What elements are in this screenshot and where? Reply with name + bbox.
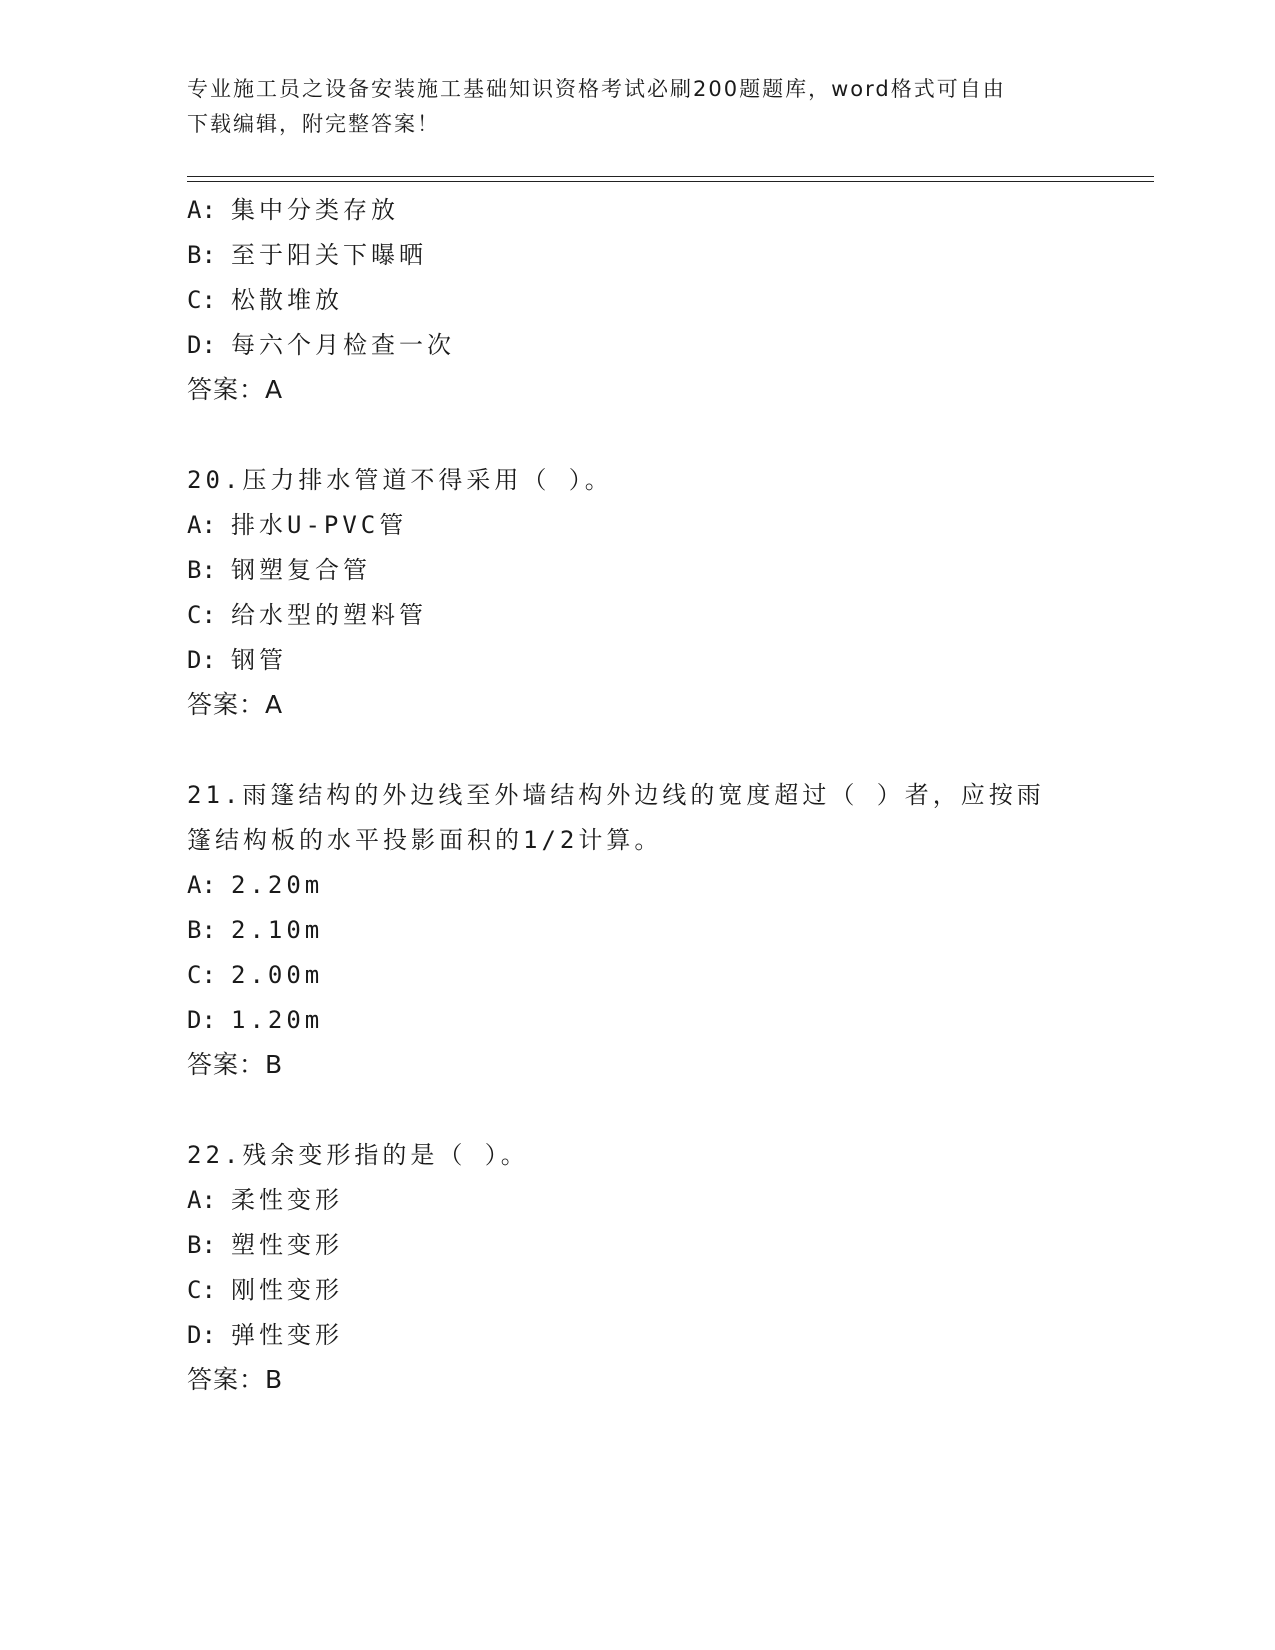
header-line-1: 专业施工员之设备安装施工基础知识资格考试必刷200题题库，word格式可自由	[187, 77, 1006, 101]
option-text: 塑性变形	[231, 1231, 343, 1259]
answer-line: 答案：B	[187, 1365, 284, 1394]
option-b	[187, 555, 371, 585]
option-text: 柔性变形	[231, 1186, 343, 1214]
option-text: 至于阳关下曝晒	[231, 241, 427, 269]
option-text: 刚性变形	[231, 1276, 343, 1304]
option-prefix: D:	[187, 1006, 216, 1034]
option-c	[187, 960, 323, 990]
option-prefix: B:	[187, 241, 216, 269]
option-d	[187, 645, 287, 675]
question-21-line-1: 21.雨篷结构的外边线至外墙结构外边线的宽度超过（ ）者，应按雨	[187, 781, 1045, 809]
option-text: 松散堆放	[231, 286, 343, 314]
option-prefix: C:	[187, 1276, 216, 1304]
option-c	[187, 285, 343, 315]
option-d	[187, 330, 455, 360]
question-22: 22.残余变形指的是（ ）。	[187, 1141, 529, 1169]
option-c	[187, 1275, 343, 1305]
option-text: 集中分类存放	[231, 196, 399, 224]
option-d	[187, 1320, 343, 1350]
option-b	[187, 240, 427, 270]
option-prefix: C:	[187, 286, 216, 314]
option-prefix: B:	[187, 556, 216, 584]
header-rule-top	[187, 176, 1154, 177]
header-rule-bottom	[187, 181, 1154, 182]
option-text: 给水型的塑料管	[231, 601, 427, 629]
option-c	[187, 600, 427, 630]
question-21-line-2: 篷结构板的水平投影面积的1/2计算。	[187, 826, 663, 854]
option-prefix: A:	[187, 196, 216, 224]
option-prefix: C:	[187, 961, 216, 989]
answer-line: 答案：A	[187, 690, 284, 719]
header-line-2: 下载编辑，附完整答案！	[187, 112, 440, 136]
option-prefix: D:	[187, 1321, 216, 1349]
option-b	[187, 1230, 343, 1260]
option-a	[187, 195, 399, 225]
option-text: 2.10m	[231, 916, 324, 944]
option-a	[187, 1185, 343, 1215]
option-text: 每六个月检查一次	[231, 331, 455, 359]
option-text: 钢管	[231, 646, 287, 674]
option-prefix: A:	[187, 511, 216, 539]
option-text: 排水U-PVC管	[231, 511, 408, 539]
option-prefix: D:	[187, 646, 216, 674]
document-header	[187, 72, 1067, 142]
option-prefix: A:	[187, 1186, 216, 1214]
option-prefix: B:	[187, 1231, 216, 1259]
option-prefix: C:	[187, 601, 216, 629]
option-text: 钢塑复合管	[231, 556, 371, 584]
option-prefix: D:	[187, 331, 216, 359]
option-a	[187, 510, 407, 540]
option-prefix: A:	[187, 871, 216, 899]
option-prefix: B:	[187, 916, 216, 944]
answer-line: 答案：A	[187, 375, 284, 404]
option-text: 1.20m	[231, 1006, 324, 1034]
option-text: 2.20m	[231, 871, 324, 899]
option-text: 2.00m	[231, 961, 324, 989]
option-b	[187, 915, 323, 945]
question-20: 20.压力排水管道不得采用（ ）。	[187, 466, 613, 494]
option-text: 弹性变形	[231, 1321, 343, 1349]
option-d	[187, 1005, 323, 1035]
answer-line: 答案：B	[187, 1050, 284, 1079]
option-a	[187, 870, 323, 900]
